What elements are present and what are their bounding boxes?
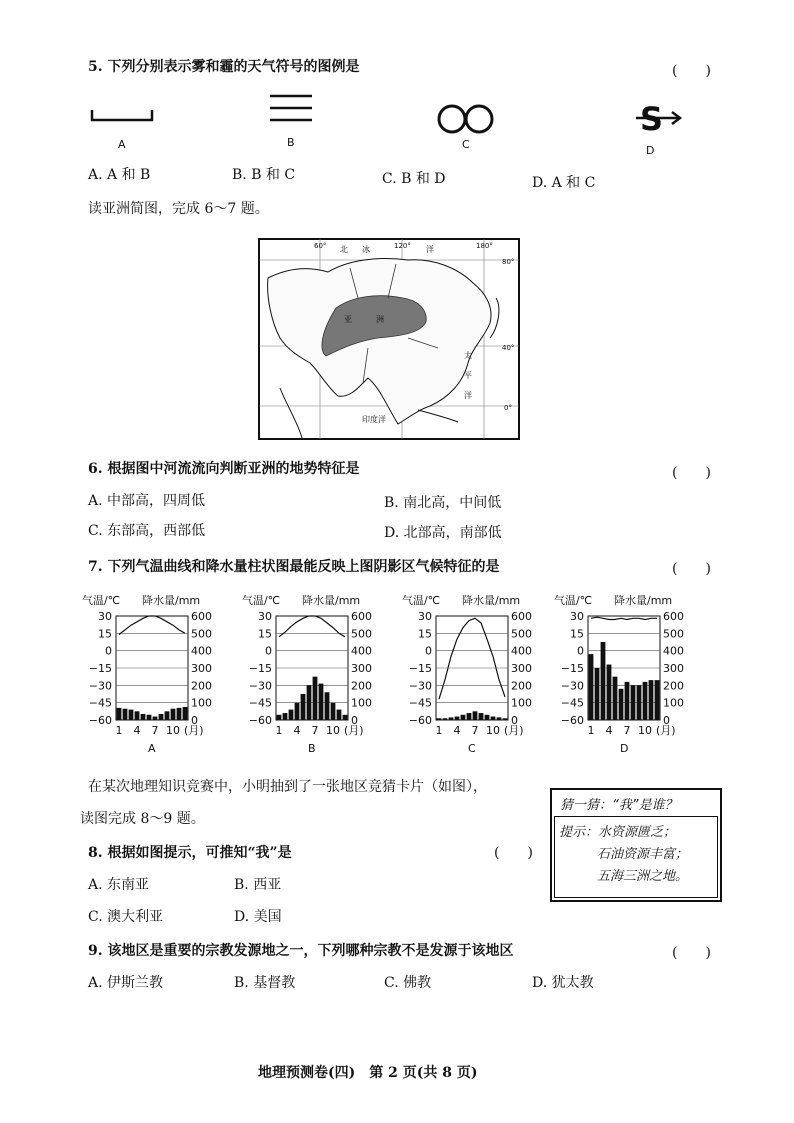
map-pacific-2: 平 <box>464 371 472 380</box>
map-asia-2: 洲 <box>376 315 384 324</box>
q5-option-d[interactable]: D. A 和 C <box>532 175 596 191</box>
chart-precip-bar <box>325 692 330 720</box>
card-hint-2: 石油资源丰富； <box>597 847 689 862</box>
q8-option-d[interactable]: D. 美国 <box>234 909 282 925</box>
chart-precip-tick: 500 <box>663 627 684 641</box>
chart-precip-bar <box>631 685 636 720</box>
chart-precip-bar <box>283 713 288 720</box>
chart-precip-bar <box>485 715 490 720</box>
chart-label: C <box>468 742 476 755</box>
chart-x-tick: 7 <box>311 724 319 737</box>
chart-precip-bar <box>337 710 342 720</box>
q9-option-d[interactable]: D. 犹太教 <box>532 975 594 991</box>
chart-precip-tick: 0 <box>191 714 198 727</box>
chart-precip-bar <box>331 703 336 720</box>
chart-precip-tick: 600 <box>511 610 532 623</box>
q6-option-d[interactable]: D. 北部高，南部低 <box>384 525 502 541</box>
chart-precip-bar <box>277 715 282 720</box>
chart-precip-bar <box>449 717 454 720</box>
chart-precip-bar <box>637 685 642 720</box>
chart-temp-tick: 15 <box>570 627 584 641</box>
chart-precip-bar <box>613 677 618 720</box>
chart-y2label: 降水量/mm <box>142 594 201 607</box>
chart-precip-tick: 200 <box>511 679 532 693</box>
chart-precip-bar <box>343 715 348 720</box>
chart-temp-tick: −15 <box>88 662 112 675</box>
q8-answer-paren[interactable]: ( ) <box>494 845 533 861</box>
q6-answer-paren[interactable]: ( ) <box>672 465 711 481</box>
chart-temp-tick: −30 <box>408 679 432 693</box>
chart-precip-tick: 0 <box>351 714 358 727</box>
chart-precip-bar <box>177 708 182 720</box>
chart-y2label: 降水量/mm <box>462 594 521 607</box>
map-lon-60: 60° <box>314 242 327 250</box>
chart-temp-tick: −45 <box>88 696 112 710</box>
chart-x-tick: 4 <box>605 724 613 737</box>
chart-precip-bar <box>491 717 496 720</box>
chart-temp-tick: −15 <box>560 662 584 675</box>
chart-precip-bar <box>141 714 146 720</box>
chart-precip-bar <box>147 715 152 720</box>
chart-label: A <box>148 742 156 755</box>
chart-temp-tick: −15 <box>408 662 432 675</box>
chart-y2label: 降水量/mm <box>302 594 361 607</box>
chart-precip-bar <box>135 711 140 720</box>
q8-option-b[interactable]: B. 西亚 <box>234 877 282 893</box>
chart-precip-bar <box>117 708 122 720</box>
chart-xlabel: (月) <box>184 724 204 737</box>
chart-x-tick: 1 <box>115 724 123 737</box>
chart-precip-bar <box>619 689 624 720</box>
chart-precip-bar <box>649 680 654 720</box>
map-lat-80: 80° <box>502 258 515 266</box>
card-hint-1: 提示：水资源匮乏； <box>559 825 677 840</box>
chart-temp-tick: 0 <box>577 644 584 658</box>
chart-x-tick: 4 <box>453 724 461 737</box>
chart-precip-tick: 0 <box>663 714 670 727</box>
chart-temp-tick: −45 <box>248 696 272 710</box>
chart-precip-bar <box>165 711 170 720</box>
chart-temp-tick: 30 <box>258 610 272 623</box>
q6-option-c[interactable]: C. 东部高，西部低 <box>88 523 206 539</box>
chart-precip-tick: 100 <box>511 696 532 710</box>
chart-x-tick: 10 <box>486 724 500 737</box>
chart-precip-bar <box>461 715 466 720</box>
chart-precip-bar <box>601 642 606 720</box>
chart-precip-bar <box>589 654 594 720</box>
symbol-label-d: D <box>646 144 655 157</box>
map-ocean: 洋 <box>426 245 434 254</box>
chart-precip-bar <box>123 709 128 720</box>
chart-precip-bar <box>643 682 648 720</box>
chart-x-tick: 7 <box>151 724 159 737</box>
chart-y2label: 降水量/mm <box>614 594 673 607</box>
chart-precip-bar <box>171 709 176 720</box>
chart-temp-tick: 15 <box>258 627 272 641</box>
symbol-label-b: B <box>287 136 295 149</box>
chart-precip-tick: 500 <box>191 627 212 641</box>
svg-text:S: S <box>640 100 664 138</box>
weather-symbols <box>80 88 720 158</box>
map-lon-180: 180° <box>476 242 493 250</box>
chart-precip-bar <box>607 665 612 720</box>
chart-precip-bar <box>595 668 600 720</box>
q6-option-b[interactable]: B. 南北高，中间低 <box>384 495 502 511</box>
chart-temp-tick: −45 <box>560 696 584 710</box>
chart-precip-bar <box>153 717 158 720</box>
chart-ylabel: 气温/℃ <box>82 594 121 607</box>
chart-precip-bar <box>129 710 134 720</box>
chart-precip-tick: 100 <box>351 696 372 710</box>
symbol-a-fog-icon <box>92 110 152 120</box>
chart-x-tick: 4 <box>293 724 301 737</box>
chart-ylabel: 气温/℃ <box>242 594 281 607</box>
chart-x-tick: 4 <box>133 724 141 737</box>
chart-precip-bar <box>289 710 294 720</box>
chart-precip-bar <box>467 713 472 720</box>
q5-answer-paren[interactable]: ( ) <box>672 63 711 79</box>
climate-chart-b <box>242 593 372 755</box>
chart-precip-tick: 300 <box>511 662 532 675</box>
chart-temp-tick: 15 <box>418 627 432 641</box>
chart-temp-tick: −60 <box>88 714 112 727</box>
q9-option-b[interactable]: B. 基督教 <box>234 975 296 991</box>
symbol-d-sand-icon <box>636 100 680 138</box>
chart-x-tick: 7 <box>623 724 631 737</box>
chart-precip-bar <box>437 718 442 720</box>
q7-answer-paren[interactable]: ( ) <box>672 561 711 577</box>
chart-precip-bar <box>295 703 300 720</box>
intro-8-9-line1: 在某次地理知识竞赛中，小明抽到了一张地区竞猜卡片（如图）， <box>88 779 487 795</box>
chart-precip-tick: 400 <box>511 644 532 658</box>
chart-precip-tick: 500 <box>511 627 532 641</box>
q5-option-c[interactable]: C. B 和 D <box>382 171 446 187</box>
chart-xlabel: (月) <box>656 724 676 737</box>
chart-x-tick: 10 <box>166 724 180 737</box>
climate-chart-c <box>402 593 532 755</box>
chart-precip-tick: 300 <box>191 662 212 675</box>
map-pacific-3: 洋 <box>464 391 472 400</box>
chart-xlabel: (月) <box>344 724 364 737</box>
chart-label: D <box>620 742 629 755</box>
q8-option-a[interactable]: A. 东南亚 <box>88 877 150 893</box>
asia-map <box>258 238 520 440</box>
chart-xlabel: (月) <box>504 724 524 737</box>
map-asia-1: 亚 <box>344 315 352 324</box>
chart-temp-tick: −30 <box>560 679 584 693</box>
card-title: 猜一猜：“我”是谁？ <box>560 798 678 813</box>
intro-6-7: 读亚洲简图，完成 6～7 题。 <box>88 201 269 217</box>
q8-option-c[interactable]: C. 澳大利亚 <box>88 909 164 925</box>
q8-stem: 8. 根据如图提示，可推知“我”是 <box>88 845 292 861</box>
chart-ylabel: 气温/℃ <box>402 594 441 607</box>
chart-precip-bar <box>319 684 324 720</box>
chart-temp-tick: 30 <box>570 610 584 623</box>
chart-precip-tick: 100 <box>663 696 684 710</box>
symbol-c-infinity-icon <box>439 106 492 132</box>
chart-temp-tick: −60 <box>408 714 432 727</box>
chart-precip-tick: 0 <box>511 714 518 727</box>
chart-temp-tick: 0 <box>425 644 432 658</box>
chart-temp-tick: 0 <box>105 644 112 658</box>
chart-precip-tick: 500 <box>351 627 372 641</box>
chart-temp-tick: 15 <box>98 627 112 641</box>
q9-answer-paren[interactable]: ( ) <box>672 945 711 961</box>
q5-option-b[interactable]: B. B 和 C <box>232 167 296 183</box>
chart-precip-tick: 600 <box>351 610 372 623</box>
intro-8-9-line2: 读图完成 8～9 题。 <box>80 811 205 827</box>
chart-temp-tick: −30 <box>88 679 112 693</box>
symbol-b-haze-lines-icon <box>270 96 312 120</box>
map-lat-40: 40° <box>502 344 515 352</box>
chart-x-tick: 10 <box>326 724 340 737</box>
chart-precip-bar <box>655 680 660 720</box>
chart-precip-tick: 300 <box>663 662 684 675</box>
q6-option-a[interactable]: A. 中部高，四周低 <box>88 493 206 509</box>
q5-option-a[interactable]: A. A 和 B <box>88 167 151 183</box>
chart-precip-bar <box>307 685 312 720</box>
map-lon-120: 120° <box>394 242 411 250</box>
map-ice: 冰 <box>362 245 370 254</box>
climate-chart-d <box>554 593 684 755</box>
symbol-label-a: A <box>118 138 126 151</box>
card-hint-box <box>554 816 718 898</box>
chart-precip-tick: 200 <box>351 679 372 693</box>
chart-temp-tick: 0 <box>265 644 272 658</box>
climate-charts <box>80 592 720 762</box>
map-lat-0: 0° <box>504 404 512 412</box>
q9-stem: 9. 该地区是重要的宗教发源地之一，下列哪种宗教不是发源于该地区 <box>88 943 514 959</box>
chart-temp-tick: −60 <box>560 714 584 727</box>
chart-precip-tick: 300 <box>351 662 372 675</box>
chart-temp-tick: −60 <box>248 714 272 727</box>
chart-x-tick: 10 <box>638 724 652 737</box>
q9-option-c[interactable]: C. 佛教 <box>384 975 432 991</box>
chart-temp-tick: −30 <box>248 679 272 693</box>
chart-precip-bar <box>455 717 460 720</box>
map-pacific-1: 太 <box>464 351 472 360</box>
chart-precip-bar <box>497 717 502 720</box>
climate-chart-a <box>82 593 212 755</box>
chart-precip-bar <box>443 718 448 720</box>
map-north: 北 <box>340 245 348 254</box>
symbol-label-c: C <box>462 138 470 151</box>
q6-stem: 6. 根据图中河流流向判断亚洲的地势特征是 <box>88 461 360 477</box>
chart-x-tick: 7 <box>471 724 479 737</box>
chart-temp-tick: 30 <box>98 610 112 623</box>
chart-precip-bar <box>183 707 188 720</box>
chart-x-tick: 1 <box>435 724 443 737</box>
chart-precip-bar <box>503 718 508 720</box>
chart-precip-bar <box>473 711 478 720</box>
chart-precip-tick: 100 <box>191 696 212 710</box>
q5-stem: 5. 下列分别表示雾和霾的天气符号的图例是 <box>88 59 360 75</box>
map-indian: 印度洋 <box>362 415 386 424</box>
q7-stem: 7. 下列气温曲线和降水量柱状图最能反映上图阴影区气候特征的是 <box>88 559 500 575</box>
chart-temp-tick: 30 <box>418 610 432 623</box>
chart-precip-tick: 600 <box>191 610 212 623</box>
chart-precip-bar <box>313 677 318 720</box>
chart-precip-bar <box>479 713 484 720</box>
chart-precip-bar <box>301 694 306 720</box>
chart-x-tick: 1 <box>587 724 595 737</box>
guess-card <box>550 788 722 902</box>
chart-precip-tick: 400 <box>351 644 372 658</box>
chart-precip-tick: 200 <box>663 679 684 693</box>
chart-precip-tick: 200 <box>191 679 212 693</box>
chart-x-tick: 1 <box>275 724 283 737</box>
chart-precip-bar <box>159 714 164 720</box>
chart-ylabel: 气温/℃ <box>554 594 593 607</box>
chart-temp-tick: −15 <box>248 662 272 675</box>
chart-label: B <box>308 742 316 755</box>
chart-temp-tick: −45 <box>408 696 432 710</box>
chart-precip-tick: 400 <box>663 644 684 658</box>
chart-precip-bar <box>625 682 630 720</box>
chart-precip-tick: 400 <box>191 644 212 658</box>
q9-option-a[interactable]: A. 伊斯兰教 <box>88 975 164 991</box>
page-footer: 地理预测卷(四) 第 2 页(共 8 页) <box>258 1065 478 1081</box>
chart-precip-tick: 600 <box>663 610 684 623</box>
card-hint-3: 五海三洲之地。 <box>597 869 689 884</box>
